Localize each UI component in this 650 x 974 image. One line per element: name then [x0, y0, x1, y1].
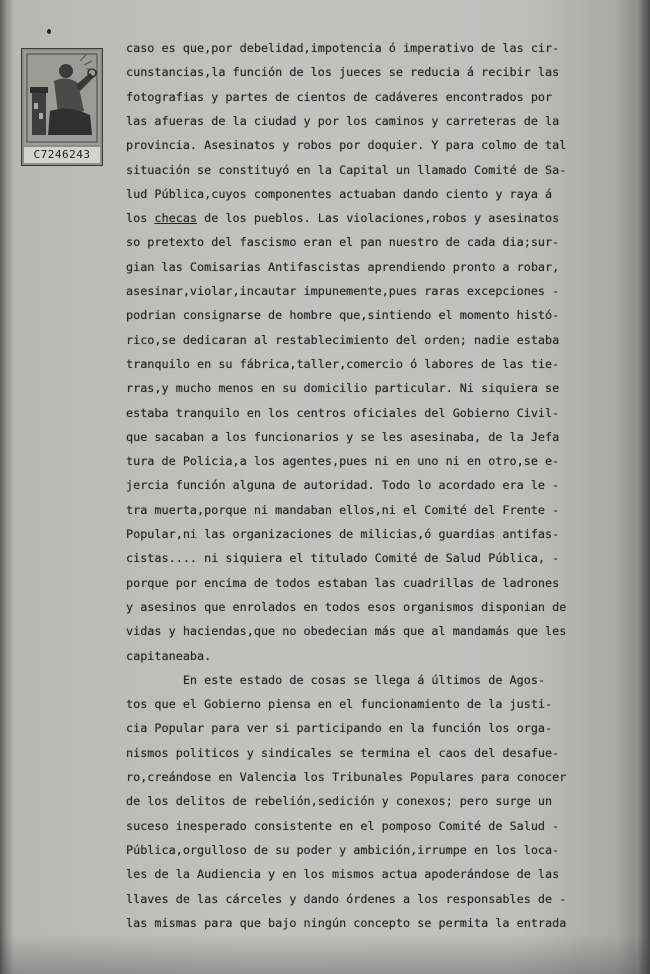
text-segment: fotografias y partes de cientos de cadáveres encontrados por	[126, 89, 553, 104]
text-segment: las afueras de la ciudad y por los caminos y carreteras de la	[126, 113, 560, 128]
text-line	[126, 328, 559, 352]
text-line	[126, 255, 559, 279]
text-line	[126, 911, 566, 935]
text-segment: y asesinos que enrolados en todos esos organismos disponian de	[126, 599, 567, 614]
text-line	[126, 473, 559, 497]
text-segment: rico,se dedicaran al restablecimiento del orden; nadie estaba	[126, 332, 560, 347]
text-line	[126, 206, 559, 230]
text-segment: capitaneaba.	[126, 648, 212, 663]
text-line	[126, 668, 545, 692]
text-line	[126, 352, 559, 376]
text-segment: cistas.... ni siquiera el titulado Comité de Salud Pública, -	[126, 551, 560, 566]
text-line	[126, 60, 559, 84]
text-segment: ro,creándose en Valencia los Tribunales Populares para conocer	[126, 770, 567, 784]
text-segment: asesinar,violar,incautar impunemente,pues raras excepciones -	[126, 284, 560, 298]
text-segment: que sacaban a los funcionarios y se les asesinaba, de la Jefa	[126, 429, 560, 444]
text-line	[126, 109, 559, 133]
text-segment: nismos politicos y sindicales se termina el caos del desafue-	[126, 745, 560, 760]
text-line	[126, 789, 552, 813]
text-line	[126, 546, 559, 570]
text-line	[126, 303, 559, 327]
text-line	[126, 595, 566, 619]
text-segment: tra muerta,porque ni mandaban ellos,ni el Comité del Frente -	[126, 502, 560, 517]
text-segment: so pretexto del fascismo eran el pan nuestro de cada dia;sur-	[126, 235, 560, 250]
page-bottom-shadow	[0, 934, 650, 974]
text-segment: porque por encima de todos estaban las cuadrillas de ladrones	[126, 575, 560, 590]
text-segment: cunstancias,la función de los jueces se reducia á recibir las	[126, 65, 560, 80]
text-segment: llaves de las cárceles y dando órdenes a los responsables de -	[126, 891, 567, 906]
text-line	[126, 425, 559, 449]
page-edge-shadow	[636, 0, 650, 974]
text-line	[126, 498, 559, 522]
fiscal-stamp	[21, 48, 103, 166]
text-segment: suceso inesperado consistente en el pomposo Comité de Salud -	[126, 818, 560, 833]
text-line	[126, 765, 566, 789]
text-segment: rras,y mucho menos en su domicilio particular. Ni siquiera se	[126, 381, 560, 396]
text-segment: En este estado de cosas se llega á últimos de Agos-	[126, 672, 546, 687]
text-segment: provincia. Asesinatos y robos por doquier. Y para colmo de tal	[126, 138, 567, 153]
text-line	[126, 619, 566, 643]
text-segment: situación se constituyó en la Capital un llamado Comité de Sa-	[126, 162, 567, 177]
text-line	[126, 158, 566, 182]
text-segment: cia Popular para ver si participando en la función los orga-	[126, 721, 553, 736]
text-segment: lud Pública,cuyos componentes actuaban dando ciento y raya á	[126, 186, 553, 201]
text-line	[126, 449, 559, 473]
text-segment: gian las Comisarias Antifascistas aprendiendo pronto a robar,	[126, 259, 560, 274]
text-line	[126, 716, 552, 740]
text-segment: de los pueblos. Las violaciones,robos y asesinatos	[197, 211, 560, 226]
text-line	[126, 376, 559, 400]
text-segment: les de la Audiencia y en los mismos actua apoderándose de las	[126, 867, 560, 882]
text-segment: podrian consignarse de hombre que,sintiendo el momento histó-	[126, 308, 560, 323]
text-line	[126, 85, 552, 109]
text-segment: Pública,orgulloso de su poder y ambición,irrumpe en los loca-	[126, 842, 560, 857]
text-line	[126, 401, 559, 425]
text-line	[126, 887, 566, 911]
text-segment: jercia función alguna de autoridad. Todo lo acordado era le -	[126, 478, 560, 493]
text-segment: de los delitos de rebelión,sedición y conexos; pero surge un	[126, 794, 553, 809]
text-line	[126, 644, 211, 668]
text-line	[126, 522, 559, 546]
text-line	[126, 741, 559, 765]
text-line	[126, 571, 559, 595]
underlined-word: checas	[154, 211, 198, 226]
text-segment: tranquilo en su fábrica,taller,comercio ó labores de las tie-	[126, 356, 560, 371]
text-segment: los	[126, 211, 155, 226]
text-segment: caso es que,por debelidad,impotencia ó imperativo de las cir-	[126, 41, 560, 55]
text-segment: vidas y haciendas,que no obedecian más que al mandamás que les	[126, 624, 567, 639]
text-line	[126, 838, 559, 862]
text-line	[126, 279, 559, 303]
text-line	[126, 862, 559, 886]
ink-dot	[47, 29, 51, 34]
text-segment: tos que el Gobierno piensa en el funcionamiento de la justi-	[126, 697, 553, 712]
text-line	[126, 230, 559, 254]
stamp-serial-number: C7246243	[24, 147, 100, 163]
text-segment: tura de Policia,a los agentes,pues ni en uno ni en otro,se e-	[126, 454, 560, 469]
text-line	[126, 182, 552, 206]
text-line	[126, 814, 559, 838]
text-segment: las mismas para que bajo ningún concepto se permita la entrada	[126, 915, 567, 930]
text-line	[126, 692, 552, 716]
text-segment: estaba tranquilo en los centros oficiales del Gobierno Civil-	[126, 405, 560, 420]
text-line	[126, 133, 566, 157]
text-segment: Popular,ni las organizaciones de milicias,ó guardias antifas-	[126, 527, 560, 541]
seal-figure-icon	[24, 51, 100, 145]
text-line	[126, 36, 559, 60]
